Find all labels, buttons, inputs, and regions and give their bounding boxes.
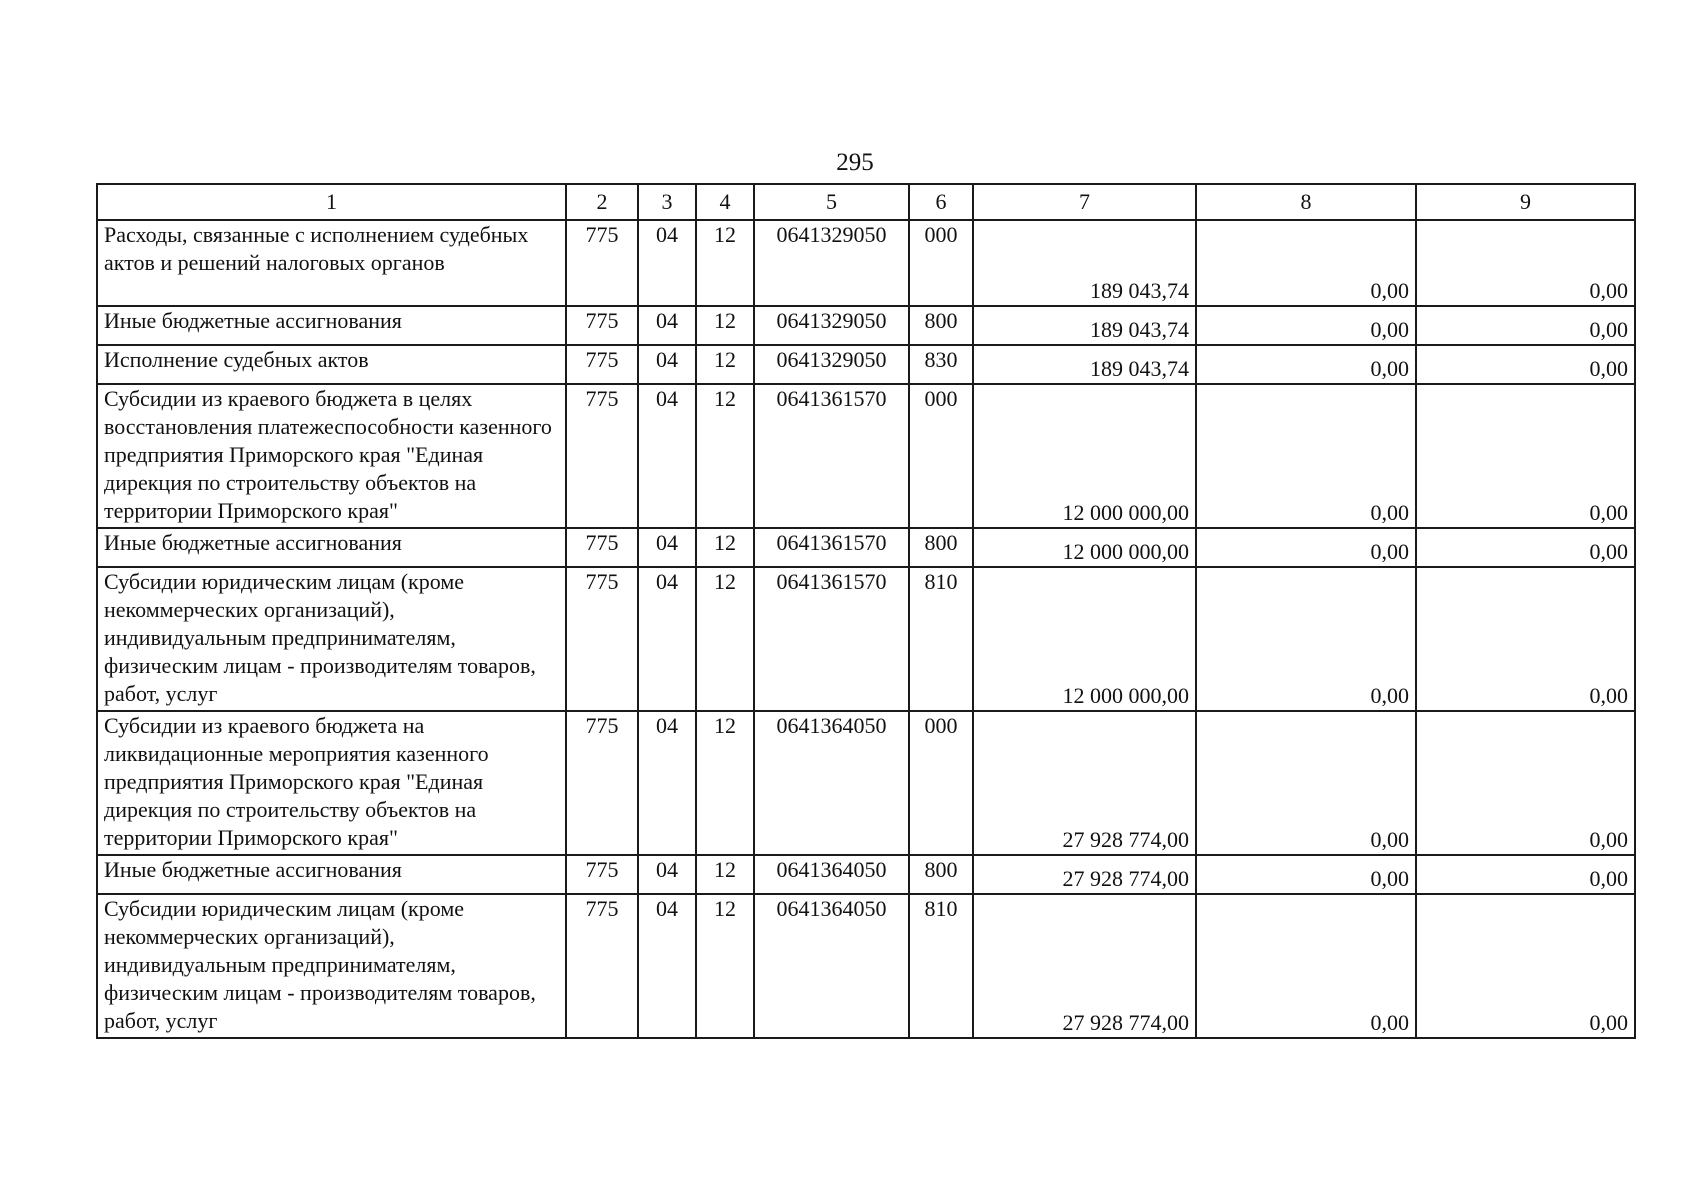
row-target-article-code: 0641364050 <box>754 711 909 855</box>
row-grbs-code: 775 <box>566 894 638 1038</box>
row-subsection-code: 12 <box>696 306 754 345</box>
column-header-9: 9 <box>1416 184 1635 220</box>
row-grbs-code: 775 <box>566 855 638 894</box>
row-expense-type-code: 800 <box>909 528 973 567</box>
row-section-code: 04 <box>638 711 696 855</box>
table-row <box>97 567 1635 711</box>
row-amount-col8: 0,00 <box>1196 528 1416 567</box>
row-amount-col9: 0,00 <box>1416 306 1635 345</box>
row-amount-col9: 0,00 <box>1416 345 1635 384</box>
table-row <box>97 894 1635 1038</box>
row-target-article-code: 0641364050 <box>754 894 909 1038</box>
row-subsection-code: 12 <box>696 384 754 528</box>
row-subsection-code: 12 <box>696 711 754 855</box>
row-amount-col9: 0,00 <box>1416 528 1635 567</box>
column-header-8: 8 <box>1196 184 1416 220</box>
row-subsection-code: 12 <box>696 528 754 567</box>
row-amount-col8: 0,00 <box>1196 855 1416 894</box>
column-header-2: 2 <box>566 184 638 220</box>
row-amount-col8: 0,00 <box>1196 711 1416 855</box>
row-amount-col8: 0,00 <box>1196 894 1416 1038</box>
row-amount-col8: 0,00 <box>1196 345 1416 384</box>
row-grbs-code: 775 <box>566 220 638 306</box>
row-subsection-code: 12 <box>696 855 754 894</box>
row-section-code: 04 <box>638 528 696 567</box>
column-header-1: 1 <box>97 184 566 220</box>
row-target-article-code: 0641329050 <box>754 345 909 384</box>
row-expense-type-code: 000 <box>909 220 973 306</box>
row-name: Субсидии из краевого бюджета на ликвидационные мероприятия казенного предприятия Приморского края "Единая дирекция по строительству объектов на территории Приморского края" <box>97 711 566 855</box>
row-amount-col9: 0,00 <box>1416 894 1635 1038</box>
row-target-article-code: 0641361570 <box>754 384 909 528</box>
row-target-article-code: 0641329050 <box>754 220 909 306</box>
row-grbs-code: 775 <box>566 345 638 384</box>
row-target-article-code: 0641329050 <box>754 306 909 345</box>
row-expense-type-code: 800 <box>909 306 973 345</box>
row-expense-type-code: 000 <box>909 711 973 855</box>
row-target-article-code: 0641361570 <box>754 528 909 567</box>
row-expense-type-code: 810 <box>909 567 973 711</box>
row-section-code: 04 <box>638 384 696 528</box>
row-amount-col9: 0,00 <box>1416 711 1635 855</box>
row-amount-col8: 0,00 <box>1196 384 1416 528</box>
row-name: Расходы, связанные с исполнением судебных актов и решений налоговых органов <box>97 220 566 306</box>
column-header-6: 6 <box>909 184 973 220</box>
row-name: Иные бюджетные ассигнования <box>97 306 566 345</box>
column-header-7: 7 <box>973 184 1196 220</box>
row-grbs-code: 775 <box>566 567 638 711</box>
row-amount-col7: 189 043,74 <box>973 220 1196 306</box>
row-name: Иные бюджетные ассигнования <box>97 528 566 567</box>
column-header-3: 3 <box>638 184 696 220</box>
table-row <box>97 306 1635 345</box>
row-name: Исполнение судебных актов <box>97 345 566 384</box>
row-amount-col7: 12 000 000,00 <box>973 384 1196 528</box>
row-amount-col9: 0,00 <box>1416 855 1635 894</box>
row-grbs-code: 775 <box>566 711 638 855</box>
row-expense-type-code: 810 <box>909 894 973 1038</box>
row-amount-col9: 0,00 <box>1416 567 1635 711</box>
row-section-code: 04 <box>638 567 696 711</box>
row-expense-type-code: 830 <box>909 345 973 384</box>
row-amount-col7: 189 043,74 <box>973 306 1196 345</box>
row-amount-col7: 27 928 774,00 <box>973 855 1196 894</box>
row-name: Субсидии юридическим лицам (кроме некоммерческих организаций), индивидуальным предпринимателям, физическим лицам - производителям товаров, работ, услуг <box>97 567 566 711</box>
table-row <box>97 345 1635 384</box>
row-grbs-code: 775 <box>566 306 638 345</box>
row-amount-col7: 12 000 000,00 <box>973 567 1196 711</box>
budget-table <box>96 183 1636 1039</box>
row-subsection-code: 12 <box>696 220 754 306</box>
row-amount-col9: 0,00 <box>1416 220 1635 306</box>
column-header-4: 4 <box>696 184 754 220</box>
row-expense-type-code: 800 <box>909 855 973 894</box>
row-amount-col7: 27 928 774,00 <box>973 894 1196 1038</box>
row-amount-col9: 0,00 <box>1416 384 1635 528</box>
row-section-code: 04 <box>638 220 696 306</box>
row-section-code: 04 <box>638 894 696 1038</box>
row-amount-col8: 0,00 <box>1196 567 1416 711</box>
row-section-code: 04 <box>638 306 696 345</box>
page-number: 295 <box>836 149 874 176</box>
row-amount-col8: 0,00 <box>1196 306 1416 345</box>
header-row <box>97 184 1635 220</box>
table-row <box>97 528 1635 567</box>
row-expense-type-code: 000 <box>909 384 973 528</box>
table-row <box>97 711 1635 855</box>
row-amount-col8: 0,00 <box>1196 220 1416 306</box>
row-section-code: 04 <box>638 345 696 384</box>
table-row <box>97 220 1635 306</box>
row-name: Субсидии юридическим лицам (кроме некоммерческих организаций), индивидуальным предпринимателям, физическим лицам - производителям товаров, работ, услуг <box>97 894 566 1038</box>
table-row <box>97 384 1635 528</box>
row-subsection-code: 12 <box>696 567 754 711</box>
row-target-article-code: 0641364050 <box>754 855 909 894</box>
row-amount-col7: 189 043,74 <box>973 345 1196 384</box>
row-subsection-code: 12 <box>696 345 754 384</box>
row-target-article-code: 0641361570 <box>754 567 909 711</box>
row-name: Иные бюджетные ассигнования <box>97 855 566 894</box>
column-header-5: 5 <box>754 184 909 220</box>
row-section-code: 04 <box>638 855 696 894</box>
row-grbs-code: 775 <box>566 384 638 528</box>
row-name: Субсидии из краевого бюджета в целях восстановления платежеспособности казенного предприятия Приморского края "Единая дирекция по строительству объектов на территории Приморского края" <box>97 384 566 528</box>
table-row <box>97 855 1635 894</box>
row-amount-col7: 27 928 774,00 <box>973 711 1196 855</box>
row-subsection-code: 12 <box>696 894 754 1038</box>
row-grbs-code: 775 <box>566 528 638 567</box>
row-amount-col7: 12 000 000,00 <box>973 528 1196 567</box>
